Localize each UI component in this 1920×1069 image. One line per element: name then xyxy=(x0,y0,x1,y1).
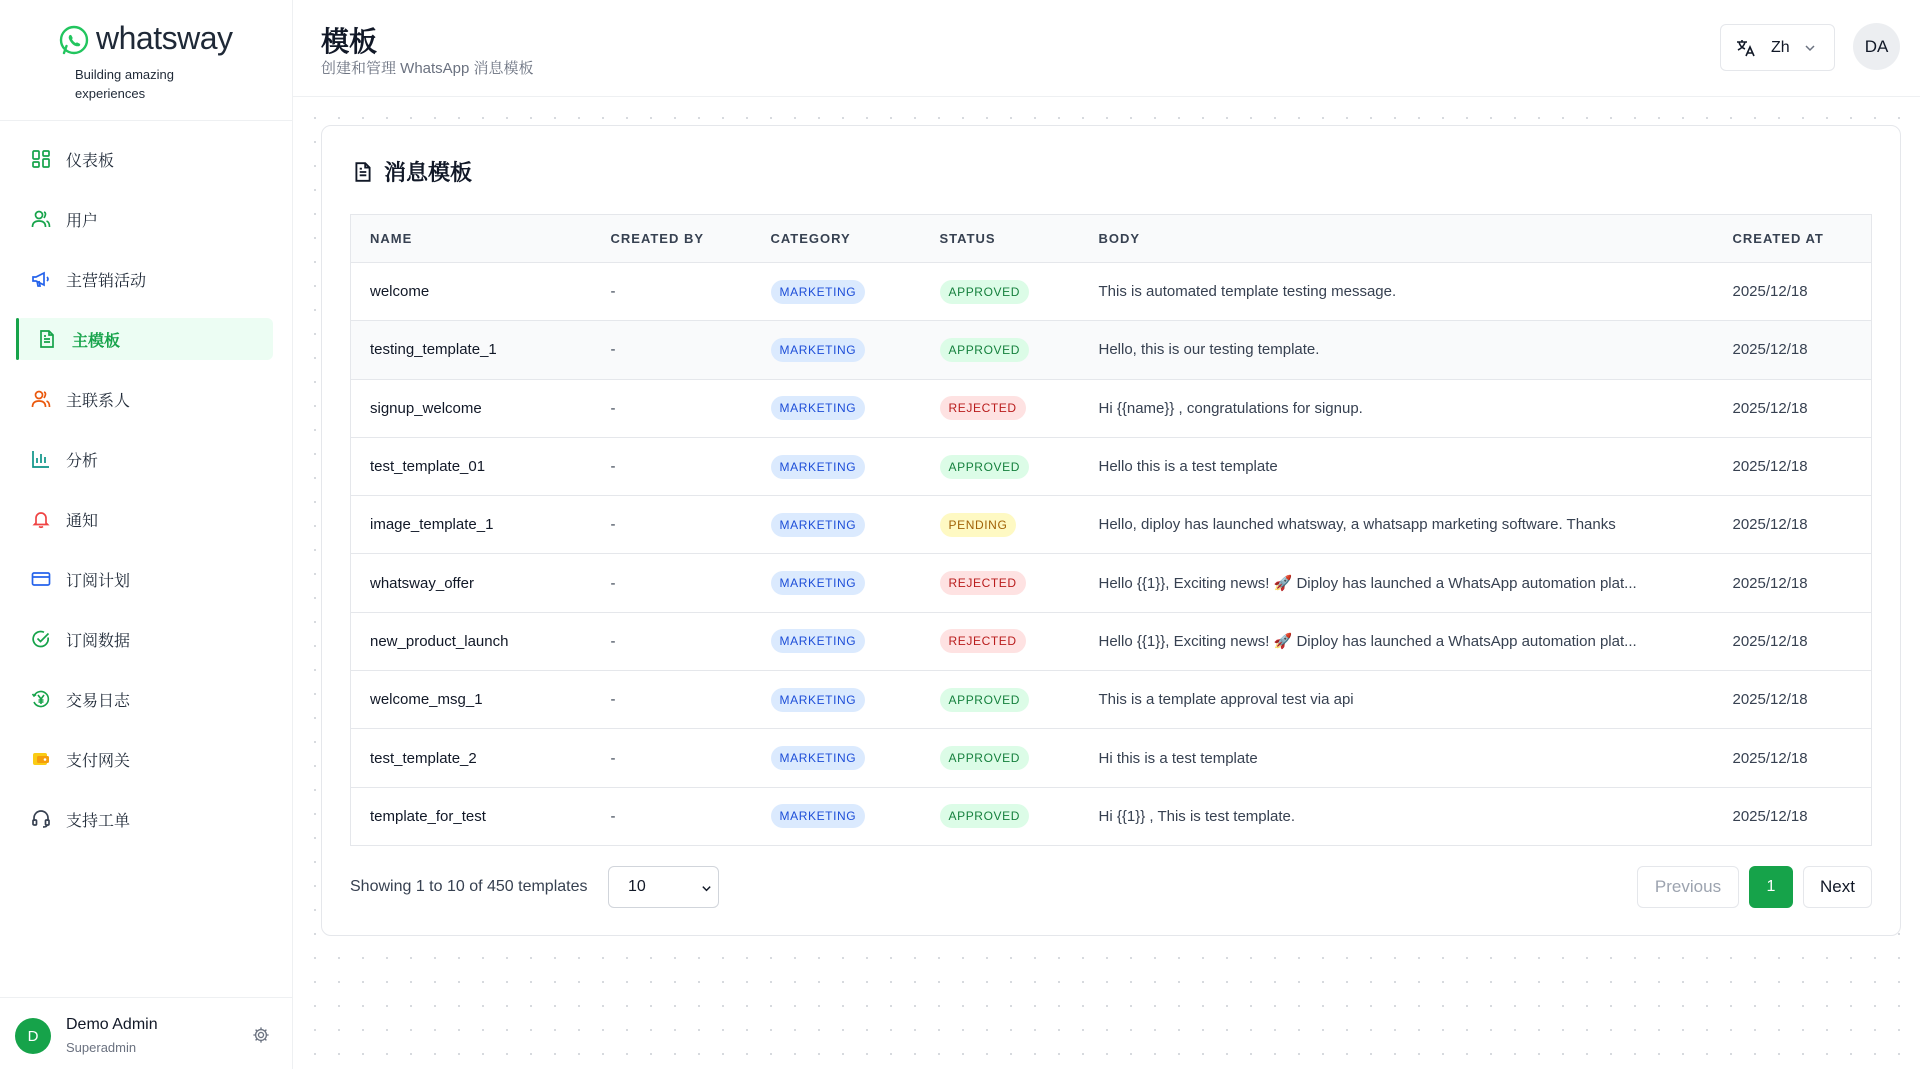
status-badge: APPROVED xyxy=(940,746,1030,770)
status-cell xyxy=(921,263,1080,321)
sidebar-item-transaction-logs[interactable] xyxy=(16,678,273,720)
gear-icon[interactable] xyxy=(252,1026,270,1044)
category-cell xyxy=(752,263,921,321)
created-at: 2025/12/18 xyxy=(1714,379,1872,437)
chevron-down-icon xyxy=(701,883,712,894)
status-cell xyxy=(921,612,1080,670)
document-icon xyxy=(352,161,374,183)
created-by: - xyxy=(592,787,752,845)
template-name: test_template_2 xyxy=(351,729,592,787)
next-button[interactable]: Next xyxy=(1803,866,1872,908)
headset-icon xyxy=(30,808,52,830)
wallet-icon xyxy=(30,748,52,770)
category-badge: MARKETING xyxy=(771,396,866,420)
template-body: Hello this is a test template xyxy=(1080,437,1714,495)
status-badge: REJECTED xyxy=(940,629,1026,653)
sidebar-item-subscription-plans[interactable] xyxy=(16,558,273,600)
table-header-row xyxy=(351,215,1872,263)
table-row[interactable] xyxy=(351,787,1872,845)
status-cell xyxy=(921,496,1080,554)
template-body: This is automated template testing message. xyxy=(1080,263,1714,321)
category-badge: MARKETING xyxy=(771,338,866,362)
sidebar-item-contacts[interactable] xyxy=(16,378,273,420)
status-badge: APPROVED xyxy=(940,688,1030,712)
sidebar-item-label: 主联系人 xyxy=(66,392,131,410)
template-body: Hi {{name}} , congratulations for signup. xyxy=(1080,379,1714,437)
contacts-icon xyxy=(30,388,52,410)
sidebar-item-dashboard[interactable] xyxy=(16,138,273,180)
created-by: - xyxy=(592,671,752,729)
template-name: welcome xyxy=(351,263,592,321)
sidebar-item-label: 通知 xyxy=(66,512,99,530)
category-cell xyxy=(752,612,921,670)
brand-tagline: Building amazing experiences xyxy=(75,67,175,101)
category-badge: MARKETING xyxy=(771,746,866,770)
created-by: - xyxy=(592,437,752,495)
sidebar-item-notifications[interactable] xyxy=(16,498,273,540)
category-cell xyxy=(752,496,921,554)
megaphone-icon xyxy=(30,268,52,290)
sidebar-item-support-tickets[interactable] xyxy=(16,798,273,840)
table-row[interactable] xyxy=(351,321,1872,379)
page-header xyxy=(293,0,1920,97)
category-badge: MARKETING xyxy=(771,513,866,537)
page-1-button[interactable]: 1 xyxy=(1749,866,1793,908)
created-by: - xyxy=(592,496,752,554)
language-selector[interactable] xyxy=(1720,24,1835,71)
sidebar-item-users[interactable] xyxy=(16,198,273,240)
template-name: template_for_test xyxy=(351,787,592,845)
category-cell xyxy=(752,321,921,379)
page-size-select[interactable] xyxy=(608,866,719,908)
created-at: 2025/12/18 xyxy=(1714,321,1872,379)
bar-chart-icon xyxy=(30,448,52,470)
user-role: Superadmin xyxy=(66,1040,137,1055)
created-at: 2025/12/18 xyxy=(1714,787,1872,845)
created-by: - xyxy=(592,321,752,379)
sidebar-item-label: 交易日志 xyxy=(66,692,131,710)
sidebar-item-label: 订阅计划 xyxy=(66,572,131,590)
category-badge: MARKETING xyxy=(771,455,866,479)
currency-icon xyxy=(30,688,52,710)
status-badge: APPROVED xyxy=(940,455,1030,479)
created-at: 2025/12/18 xyxy=(1714,612,1872,670)
check-circle-icon xyxy=(30,628,52,650)
sidebar-item-label: 用户 xyxy=(66,212,99,230)
status-badge: APPROVED xyxy=(940,804,1030,828)
showing-text: Showing 1 to 10 of 450 templates xyxy=(350,878,588,895)
user-avatar[interactable]: DA xyxy=(1853,23,1900,70)
sidebar-item-label: 支付网关 xyxy=(66,752,131,770)
template-name: signup_welcome xyxy=(351,379,592,437)
created-at: 2025/12/18 xyxy=(1714,496,1872,554)
previous-button[interactable]: Previous xyxy=(1637,866,1739,908)
created-by: - xyxy=(592,729,752,787)
category-cell xyxy=(752,787,921,845)
sidebar-item-label: 分析 xyxy=(66,452,99,470)
table-row[interactable] xyxy=(351,554,1872,612)
sidebar-item-label: 仪表板 xyxy=(66,152,115,170)
template-body: This is a template approval test via api xyxy=(1080,671,1714,729)
chevron-down-icon xyxy=(1804,42,1816,54)
brand-name[interactable]: whatsway xyxy=(96,20,233,56)
created-at: 2025/12/18 xyxy=(1714,671,1872,729)
status-cell xyxy=(921,787,1080,845)
table-row[interactable] xyxy=(351,496,1872,554)
status-badge: APPROVED xyxy=(940,280,1030,304)
page-size-value: 10 xyxy=(628,878,646,895)
template-body: Hello {{1}}, Exciting news! 🚀 Diploy has launched a WhatsApp automation plat... xyxy=(1080,554,1714,612)
column-header-created-at[interactable]: CREATED AT xyxy=(1714,215,1872,263)
sidebar-item-subscription-data[interactable] xyxy=(16,618,273,660)
template-body: Hello, this is our testing template. xyxy=(1080,321,1714,379)
brand xyxy=(0,0,292,121)
category-badge: MARKETING xyxy=(771,804,866,828)
column-header-body[interactable]: BODY xyxy=(1080,215,1714,263)
template-name: welcome_msg_1 xyxy=(351,671,592,729)
table-footer xyxy=(350,866,1872,908)
created-at: 2025/12/18 xyxy=(1714,729,1872,787)
sidebar-item-campaigns[interactable] xyxy=(16,258,273,300)
status-badge: REJECTED xyxy=(940,571,1026,595)
status-cell xyxy=(921,729,1080,787)
category-cell xyxy=(752,437,921,495)
sidebar-item-label: 订阅数据 xyxy=(66,632,131,650)
translate-icon xyxy=(1735,37,1757,59)
status-cell xyxy=(921,379,1080,437)
created-by: - xyxy=(592,263,752,321)
sidebar-item-templates[interactable] xyxy=(16,318,273,360)
page-title: 模板 xyxy=(321,26,378,57)
page-subtitle: 创建和管理 WhatsApp 消息模板 xyxy=(321,60,534,77)
created-at: 2025/12/18 xyxy=(1714,263,1872,321)
sidebar-user xyxy=(0,997,293,1069)
status-badge: PENDING xyxy=(940,513,1017,537)
template-name: whatsway_offer xyxy=(351,554,592,612)
sidebar-item-label: 支持工单 xyxy=(66,812,131,830)
sidebar-item-label: 主营销活动 xyxy=(66,272,147,290)
category-badge: MARKETING xyxy=(771,688,866,712)
table-row[interactable] xyxy=(351,671,1872,729)
user-name: Demo Admin xyxy=(66,1016,158,1033)
created-by: - xyxy=(592,612,752,670)
sidebar-nav xyxy=(16,138,273,858)
sidebar xyxy=(0,0,293,1069)
created-by: - xyxy=(592,379,752,437)
document-icon xyxy=(36,328,58,350)
template-body: Hello, diploy has launched whatsway, a whatsapp marketing software. Thanks xyxy=(1080,496,1714,554)
template-name: new_product_launch xyxy=(351,612,592,670)
status-badge: APPROVED xyxy=(940,338,1030,362)
category-cell xyxy=(752,554,921,612)
dashboard-icon xyxy=(30,148,52,170)
created-at: 2025/12/18 xyxy=(1714,437,1872,495)
column-header-created-by[interactable]: CREATED BY xyxy=(592,215,752,263)
template-body: Hello {{1}}, Exciting news! 🚀 Diploy has launched a WhatsApp automation plat... xyxy=(1080,612,1714,670)
credit-card-icon xyxy=(30,568,52,590)
status-cell xyxy=(921,321,1080,379)
template-name: test_template_01 xyxy=(351,437,592,495)
status-cell xyxy=(921,671,1080,729)
template-name: image_template_1 xyxy=(351,496,592,554)
column-header-name[interactable]: NAME xyxy=(351,215,592,263)
column-header-status[interactable]: STATUS xyxy=(921,215,1080,263)
category-badge: MARKETING xyxy=(771,629,866,653)
column-header-category[interactable]: CATEGORY xyxy=(752,215,921,263)
status-badge: REJECTED xyxy=(940,396,1026,420)
bell-icon xyxy=(30,508,52,530)
table-row[interactable] xyxy=(351,729,1872,787)
sidebar-item-analytics[interactable] xyxy=(16,438,273,480)
card-title xyxy=(352,156,472,187)
table-row[interactable] xyxy=(351,263,1872,321)
sidebar-item-payment-gateways[interactable] xyxy=(16,738,273,780)
table-row[interactable] xyxy=(351,379,1872,437)
template-body: Hi {{1}} , This is test template. xyxy=(1080,787,1714,845)
language-label: Zh xyxy=(1771,38,1790,56)
status-cell xyxy=(921,554,1080,612)
category-cell xyxy=(752,671,921,729)
created-at: 2025/12/18 xyxy=(1714,554,1872,612)
whatsapp-logo-icon xyxy=(58,24,90,56)
templates-table xyxy=(350,214,1872,846)
templates-card xyxy=(321,125,1901,936)
users-icon xyxy=(30,208,52,230)
created-by: - xyxy=(592,554,752,612)
category-badge: MARKETING xyxy=(771,571,866,595)
category-badge: MARKETING xyxy=(771,280,866,304)
table-row[interactable] xyxy=(351,612,1872,670)
template-name: testing_template_1 xyxy=(351,321,592,379)
category-cell xyxy=(752,379,921,437)
avatar[interactable]: D xyxy=(15,1018,51,1054)
card-title-text: 消息模板 xyxy=(384,160,473,185)
table-row[interactable] xyxy=(351,437,1872,495)
sidebar-item-label: 主模板 xyxy=(72,332,121,350)
main-content xyxy=(293,0,1920,1069)
status-cell xyxy=(921,437,1080,495)
category-cell xyxy=(752,729,921,787)
template-body: Hi this is a test template xyxy=(1080,729,1714,787)
